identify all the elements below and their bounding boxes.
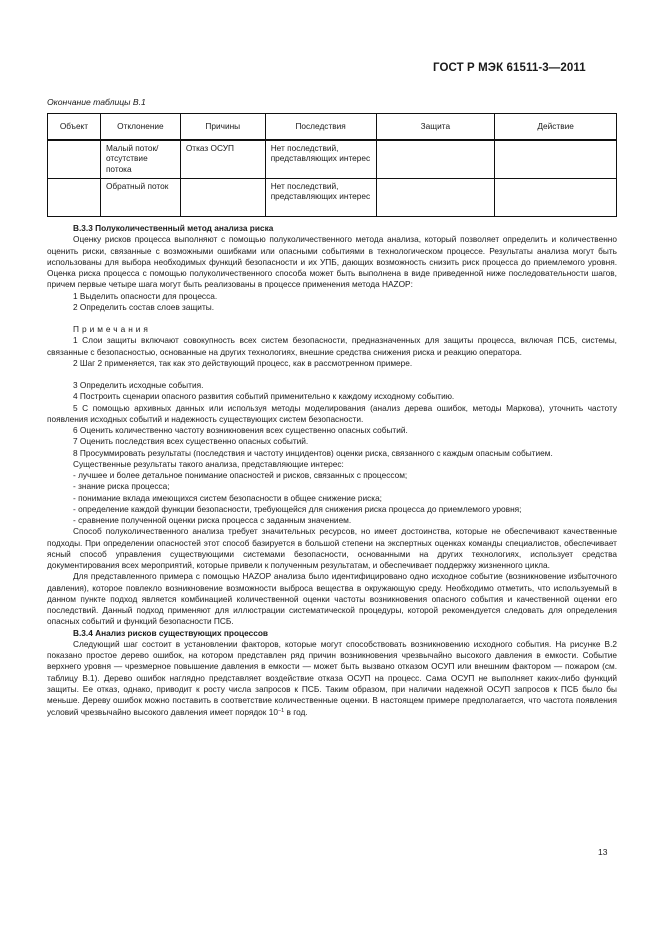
paragraph-text: Следующий шаг состоит в установлении факторов, которые могут способствовать возникновению исходного события. На рисунке В.2 показано простое дерево ошибок, на котором представлен ряд причин возникновения чрезвычайно высокого давления в емкости. Событие верхнего уровня — чрезмерное повышение давления в емкости — может быть вызвано отказом ОСУП или внешним фактором — пожаром (см. таблицу В.1). Дерево ошибок наглядно представляет воздействие отказа ОСУП на процесс. Сама ОСУП не выполняет каких-либо функций защиты. Ее отказ, однако, приводит к росту числа запросов к ПСБ. Таким образом, при наличии надежной ОСУП запросов к ПСБ было бы меньше. Дереву ошибок можно поставить в соответствие количественные оценки. В настоящем примере предполагается, что частота появления условий чрезвычайно высокого давления имеет порядок 10 xyxy=(47,638,617,718)
step-item: 7 Оценить последствия всех существенно опасных событий. xyxy=(73,436,309,447)
table-header-row xyxy=(48,114,617,141)
paragraph: Способ полуколичественного анализа требует значительных ресурсов, но имеет достоинства, которые не обеспечивают качественные подходы. При определении опасностей этот способ базируется в большой степени на экспертных оценках команды специалистов, обеспечивает ясный способ управления существующими системами безопасности, основанными на других технологиях, использует средства документирования всех мероприятий, которые привели к полученным результатам, и обеспечивает поддержку жизненного цикла. xyxy=(47,526,617,570)
table-cell xyxy=(180,179,265,217)
column-header: Причины xyxy=(180,114,265,141)
result-item: - сравнение полученной оценки риска процесса с заданным значением. xyxy=(73,515,352,525)
table-row xyxy=(48,179,617,217)
table-cell: Отказ ОСУП xyxy=(180,140,265,179)
column-header: Защита xyxy=(376,114,495,141)
table-cell xyxy=(48,140,101,179)
notes-title: Примечания xyxy=(73,324,151,334)
column-header: Последствия xyxy=(265,114,376,141)
paragraph xyxy=(47,639,617,719)
result-item: - определение каждой функции безопасности, требующейся для снижения риска процесса до приемлемого уровня; xyxy=(73,503,522,514)
hazop-table xyxy=(47,113,617,217)
column-header: Объект xyxy=(48,114,101,141)
result-item: - понимание вклада имеющихся систем безопасности в общее снижение риска; xyxy=(73,492,382,503)
table-cell xyxy=(495,140,617,179)
step-item: 4 Построить сценарии опасного развития событий применительно к каждому исходному событию. xyxy=(73,391,455,402)
document-body xyxy=(47,223,617,719)
results-intro: Существенные результаты такого анализа, представляющие интерес: xyxy=(73,458,344,469)
page-number: 13 xyxy=(598,847,608,857)
paragraph-tail: в год. xyxy=(284,707,308,718)
table-cell: Нет последствий, представляющих интерес xyxy=(265,140,376,179)
section-heading-b34: В.3.4 Анализ рисков существующих процессов xyxy=(73,627,269,638)
note-item: 1 Слои защиты включают совокупность всех систем безопасности, предназначенных для защиты процесса, включая ПСБ, системы, связанные с безопасностью, основанные на других технологиях, внешние средства снижения риска и реакцию оператора. xyxy=(47,335,617,357)
step-item: 8 Просуммировать результаты (последствия и частоту инцидентов) оценки риска, связанного с каждым опасным событием. xyxy=(73,447,553,458)
table-cell xyxy=(495,179,617,217)
table-cell: Нет последствий, представляющих интерес xyxy=(265,179,376,217)
table-cell: Обратный поток xyxy=(100,179,180,217)
result-item: - лучшее и более детальное понимание опасностей и рисков, связанных с процессом; xyxy=(73,470,408,480)
section-heading-b33: В.3.3 Полуколичественный метод анализа риска xyxy=(73,223,274,233)
exponent: −1 xyxy=(277,708,285,715)
table-cell xyxy=(376,140,495,179)
column-header: Действие xyxy=(495,114,617,141)
table-caption: Окончание таблицы B.1 xyxy=(47,97,146,107)
step-item: 3 Определить исходные события. xyxy=(73,380,204,390)
paragraph: Для представленного примера с помощью HAZOP анализа было идентифицировано одно исходное событие (возникновение избыточного давления), которое повлекло возникновение возможности выброса вещества в окружающую среду. Необходимо отметить, что используемый в данном пункте подход является комбинацией количественной оценки частоты возникновения опасного события и качественной оценки его последствий. Данный подход применяют для иллюстрации систематической процедуры, которой рекомендуется следовать для определения опасных событий и функций безопасности ПСБ. xyxy=(47,571,617,627)
table-cell xyxy=(376,179,495,217)
result-item: - знание риска процесса; xyxy=(73,481,170,492)
table-row xyxy=(48,140,617,179)
table-cell: Малый поток/ отсутствие потока xyxy=(100,140,180,179)
paragraph: Оценку рисков процесса выполняют с помощью полуколичественного метода анализа, который позволяет определить и количественно оценить риски, связанные с возможными ошибками или опасными событиями в технологическом процессе. Результаты анализа могут быть использованы для выбора необходимых функций безопасности и их УПБ, дающих возможность снизить риск процесса до приемлемого уровня. Оценка риска процесса с помощью полуколичественного способа может быть выполнена в виде приведенной ниже последовательности шагов, причем первые четыре шага могут быть реализованы в процессе применения метода HAZOP: xyxy=(47,234,617,290)
step-item: 1 Выделить опасности для процесса. xyxy=(73,290,218,301)
standard-code: ГОСТ Р МЭК 61511-3—2011 xyxy=(433,62,586,74)
step-item: 5 С помощью архивных данных или используя методы моделирования (анализ дерева ошибок, методы Маркова), уточнить частоту появления исходных событий и надежность существующих систем безопасности. xyxy=(47,402,617,424)
step-item: 6 Оценить количественно частоту возникновения всех существенно опасных событий. xyxy=(73,425,408,435)
step-item: 2 Определить состав слоев защиты. xyxy=(73,301,215,312)
table-cell xyxy=(48,179,101,217)
note-item: 2 Шаг 2 применяется, так как это действующий процесс, как в рассмотренном примере. xyxy=(73,357,413,368)
column-header: Отклонение xyxy=(100,114,180,141)
